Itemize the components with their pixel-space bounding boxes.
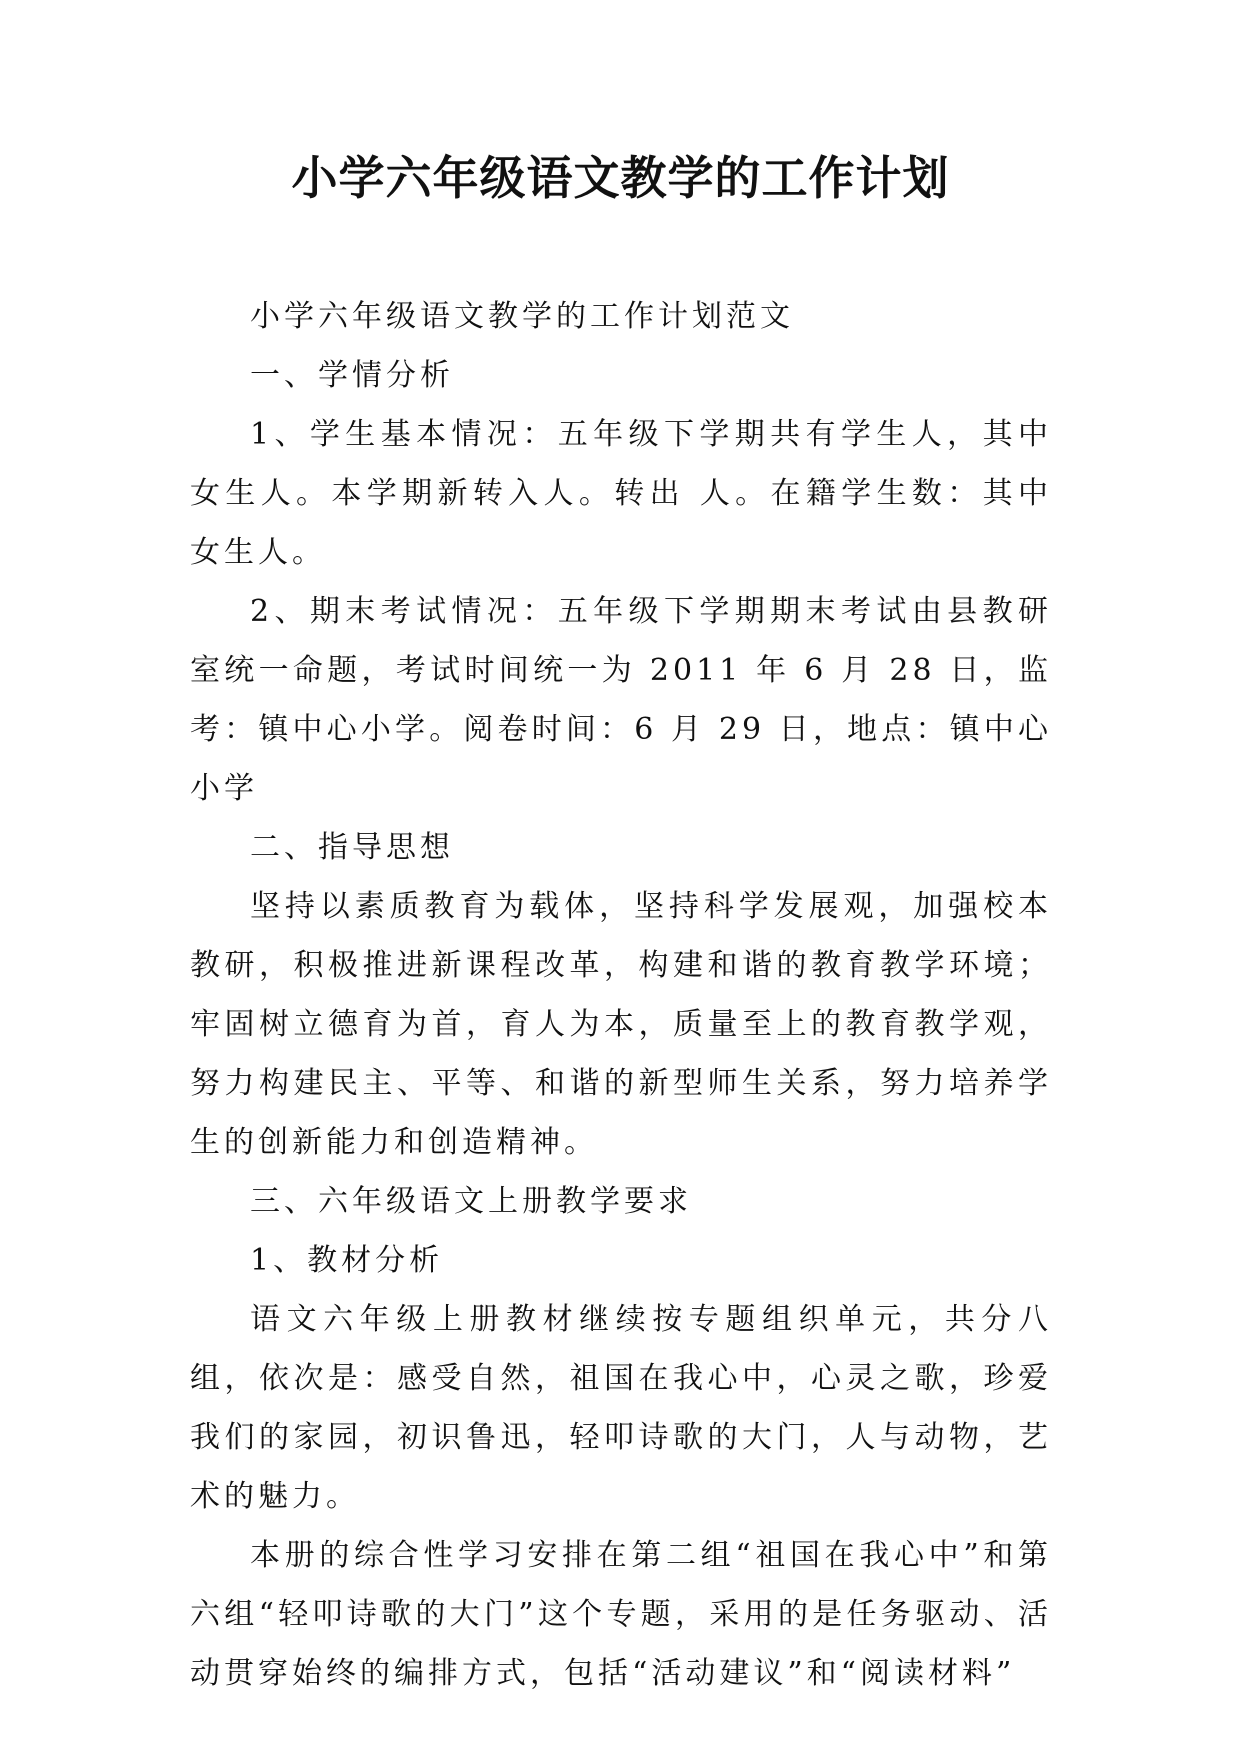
paragraph-guiding-ideology: 坚持以素质教育为载体，坚持科学发展观，加强校本教研，积极推进新课程改革，构建和谐的教育教学环境；牢固树立德育为首，育人为本，质量至上的教育教学观，努力构建民主、平等、和谐的新型师生关系，努力培养学生的创新能力和创造精神。 <box>190 889 1052 1160</box>
document-title: 小学六年级语文教学的工作计划 <box>291 151 950 205</box>
section-heading-3: 三、六年级语文上册教学要求 <box>250 1184 692 1219</box>
section-heading-1: 一、学情分析 <box>250 358 454 393</box>
paragraph-student-info: 1、学生基本情况：五年级下学期共有学生人，其中女生人。本学期新转入人。转出 人。在籍学生数：其中女生人。 <box>190 417 1052 570</box>
paragraph-comprehensive-learning: 本册的综合性学习安排在第二组“祖国在我心中”和第六组“轻叩诗歌的大门”这个专题，采用的是任务驱动、活动贯穿始终的编排方式，包括“活动建议”和“阅读材料” <box>190 1538 1052 1691</box>
subsection-heading-textbook: 1、教材分析 <box>250 1243 444 1278</box>
paragraph-textbook-units: 语文六年级上册教材继续按专题组织单元，共分八组，依次是：感受自然，祖国在我心中，心灵之歌，珍爱我们的家园，初识鲁迅，轻叩诗歌的大门，人与动物，艺术的魅力。 <box>190 1302 1052 1514</box>
section-heading-2: 二、指导思想 <box>250 830 454 865</box>
paragraph-exam-info: 2、期末考试情况：五年级下学期期末考试由县教研室统一命题，考试时间统一为 2011 年 6 月 28 日，监考：镇中心小学。阅卷时间：6 月 29 日，地点：镇中心小学 <box>190 594 1052 806</box>
paragraph-subtitle: 小学六年级语文教学的工作计划范文 <box>250 299 794 334</box>
document-body <box>190 287 1052 1703</box>
